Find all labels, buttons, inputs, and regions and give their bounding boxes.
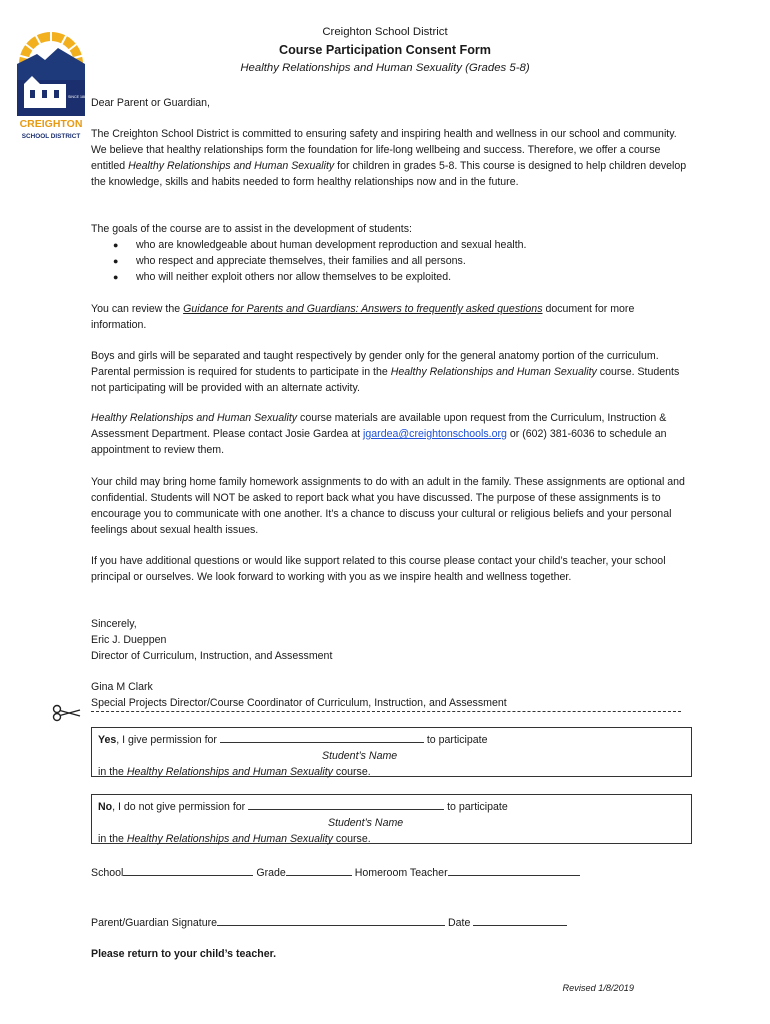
grade-field[interactable] — [286, 863, 352, 876]
list-item: ● who respect and appreciate themselves, their families and all persons. — [91, 253, 691, 269]
consent-yes-box: Yes, I give permission for to participate Student’s Name in the Healthy Relationships and Human Sexuality course. — [91, 727, 692, 777]
questions-paragraph: If you have additional questions or would like support related to this course please contact your child’s teacher, your school principal or ourselves. We look forward to working with you as we inspire health and wellness together. — [91, 555, 666, 583]
list-item: ● who are knowledgeable about human development reproduction and sexual health. — [91, 237, 691, 253]
form-subtitle: Healthy Relationships and Human Sexuality (Grades 5-8) — [240, 62, 530, 74]
scissors-icon — [52, 704, 82, 722]
guidance-paragraph: You can review the Guidance for Parents and Guardians: Answers to frequently asked questions document for more information. — [91, 303, 635, 331]
school-field[interactable] — [123, 863, 253, 876]
student-name-caption: Student’s Name — [328, 817, 404, 829]
no-student-name-field[interactable] — [248, 797, 444, 810]
signature-row: Parent/Guardian Signature Date — [91, 913, 567, 931]
intro-paragraph: The Creighton School District is committed to ensuring safety and inspiring health and wellness in our school and community. We believe that healthy relationships form the foundation for life-long wellbeing and success. Therefore, we offer a course entitled Healthy Relationships and Human Sexuality for children in grades 5-8. This course is designed to help children develop the knowledge, skills and habits needed to form healthy relationships now and in the future. — [91, 128, 687, 188]
student-name-caption: Student’s Name — [322, 750, 398, 762]
yes-student-name-field[interactable] — [220, 730, 424, 743]
materials-paragraph: Healthy Relationships and Human Sexuality course materials are available upon request from the Curriculum, Instruction & Assessment Department. Please contact Josie Gardea at jgardea@creightonschools.org or (602) 381-6036 to schedule an appointment to review them. — [91, 412, 667, 456]
school-grade-teacher-row: School Grade Homeroom Teacher — [91, 863, 580, 881]
signature-block: Sincerely, Eric J. Dueppen Director of Curriculum, Instruction, and Assessment Gina M Clark Special Projects Director/Course Coordinator of Curriculum, Instruction, and Assessment — [91, 618, 507, 709]
district-name: Creighton School District — [322, 26, 448, 38]
return-note: Please return to your child’s teacher. — [91, 948, 277, 960]
email-link[interactable]: jgardea@creightonschools.org — [363, 428, 507, 440]
guidance-link[interactable]: Guidance for Parents and Guardians: Answers to frequently asked questions — [183, 303, 543, 315]
revision-date: Revised 1/8/2019 — [562, 983, 634, 993]
no-label: No — [98, 801, 113, 813]
goals-section — [91, 221, 691, 285]
parent-signature-field[interactable] — [217, 913, 445, 926]
cut-line — [91, 711, 681, 713]
svg-text:CREIGHTON: CREIGHTON — [19, 118, 83, 130]
form-title: Course Participation Consent Form — [278, 43, 492, 57]
consent-no-box: No, I do not give permission for to participate Student’s Name in the Healthy Relationships and Human Sexuality course. — [91, 794, 692, 844]
svg-text:SCHOOL DISTRICT: SCHOOL DISTRICT — [21, 133, 81, 140]
separation-paragraph: Boys and girls will be separated and taught respectively by gender only for the general anatomy portion of the curriculum. Parental permission is required for students to participate in the Healthy Relationships and Human Sexuality course. Students not participating will be provided with an alternate activity. — [91, 350, 680, 394]
yes-label: Yes — [98, 734, 117, 746]
greeting: Dear Parent or Guardian, — [91, 97, 210, 109]
homeroom-teacher-field[interactable] — [448, 863, 580, 876]
svg-text:SINCE 1884: SINCE 1884 — [68, 95, 88, 99]
list-item: ● who will neither exploit others nor allow themselves to be exploited. — [91, 269, 691, 285]
homework-paragraph: Your child may bring home family homework assignments to do with an adult in the family. These assignments are optional and confidential. Students will NOT be asked to report back what you have discussed. The purpose of these assignments is to encourage you to communicate with one another. It’s a chance to discuss your cultural or religious beliefs and your personal feelings about sexual health issues. — [91, 476, 685, 536]
goals-intro: The goals of the course are to assist in the development of students: — [91, 223, 412, 235]
goals-list — [91, 237, 691, 285]
date-field[interactable] — [473, 913, 567, 926]
